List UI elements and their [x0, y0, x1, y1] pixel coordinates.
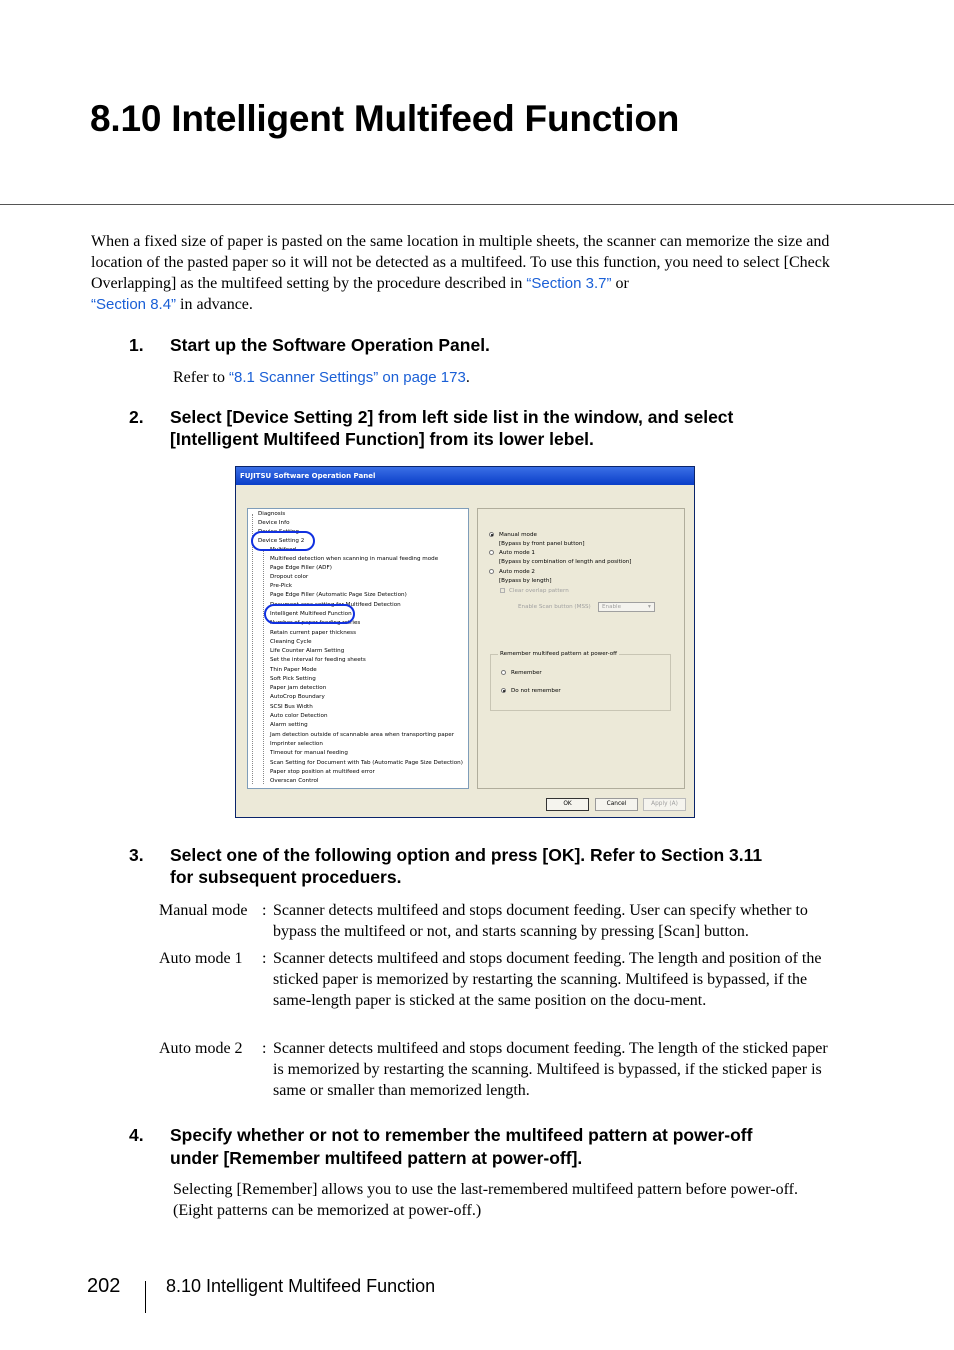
footer-divider	[145, 1281, 146, 1313]
tree-item-intelligent-multifeed[interactable]: Intelligent Multifeed Function	[270, 611, 352, 617]
step-3	[129, 844, 849, 888]
intelligent-multifeed-highlight	[264, 604, 355, 624]
manual-mode-label: Manual mode	[499, 532, 537, 538]
tree-item[interactable]: AutoCrop Boundary	[270, 694, 325, 700]
tree-item[interactable]: Dropout color	[270, 574, 309, 580]
tree-item[interactable]: Jam detection outside of scannable area when transporting paper	[270, 732, 455, 738]
remember-pattern-group	[490, 654, 671, 711]
dropdown-value: Enable	[602, 604, 622, 610]
tree-item[interactable]: Soft Pick Setting	[270, 676, 316, 682]
tree-item[interactable]: Retain current paper thickness	[270, 630, 357, 636]
step-line-1: Specify whether or not to remember the multifeed pattern at power-off	[170, 1125, 753, 1145]
cancel-button[interactable]: Cancel	[595, 798, 638, 811]
enable-scan-dropdown[interactable]	[598, 602, 655, 612]
enable-scan-label: Enable Scan button (MSS)	[518, 604, 591, 610]
remember-label: Remember	[511, 670, 542, 676]
tree-item-device-info[interactable]: Device Info	[258, 520, 290, 526]
software-operation-panel-window	[235, 466, 695, 818]
step-line-2: for subsequent proceduers.	[170, 867, 402, 887]
definition-auto-mode-1	[159, 948, 849, 1032]
auto-mode-1-radio[interactable]	[489, 550, 494, 555]
page-number: 202	[87, 1275, 121, 1297]
intro-text: When a fixed size of paper is pasted on the same location in multiple sheets, the scanner can memorize the size and location of the pasted paper so it will not be detected as a multifeed. To use this function, you need to select [Check Overlapping] as the multifeed setting by the procedure described in	[91, 233, 830, 292]
tree-item[interactable]: Multifeed	[270, 547, 297, 553]
footer-section-title: 8.10 Intelligent Multifeed Function	[166, 1276, 436, 1296]
step-number: 3.	[129, 845, 144, 865]
manual-mode-radio[interactable]	[489, 532, 494, 537]
tree-item[interactable]: Document area setting for Multifeed Detection	[270, 602, 401, 608]
tree-item-diagnosis[interactable]: Diagnosis	[258, 511, 286, 517]
step-line-1: Select [Device Setting 2] from left side list in the window, and select	[170, 407, 734, 427]
tree-item[interactable]: SCSI Bus Width	[270, 704, 313, 710]
auto-mode-2-label: Auto mode 2	[499, 569, 535, 575]
definition-term: Manual mode	[159, 902, 248, 919]
tree-item[interactable]: Thin Paper Mode	[270, 667, 317, 673]
definition-term: Auto mode 2	[159, 1040, 243, 1057]
definition-colon: :	[262, 1040, 267, 1057]
tree-item[interactable]: Multifeed detection when scanning in manual feeding mode	[270, 556, 439, 562]
window-title-bar: FUJITSU Software Operation Panel	[236, 467, 694, 485]
definition-colon: :	[262, 902, 267, 919]
apply-button[interactable]: Apply (A)	[643, 798, 686, 811]
auto-mode-2-sub: [Bypass by length]	[499, 578, 552, 584]
tree-connector	[252, 514, 253, 784]
tree-item[interactable]: Overscan Control	[270, 778, 319, 784]
refer-suffix: .	[465, 369, 470, 386]
tree-item[interactable]: Life Counter Alarm Setting	[270, 648, 345, 654]
clear-pattern-checkbox[interactable]	[500, 588, 505, 593]
definition-colon: :	[262, 950, 267, 967]
tree-item[interactable]: Pre-Pick	[270, 583, 293, 589]
chevron-down-icon: ▾	[648, 604, 651, 610]
step-4-note: Selecting [Remember] allows you to use the last-remembered multifeed pattern before power-off. (Eight patterns can be memorized at power-off.)	[173, 1181, 798, 1219]
step-line-1: Select one of the following option and press [OK]. Refer to Section 3.11	[170, 845, 763, 865]
tree-item[interactable]: Alarm setting	[270, 722, 308, 728]
definition-auto-mode-2	[159, 1038, 849, 1101]
step-number: 1.	[129, 335, 144, 355]
step-line-2: [Intelligent Multifeed Function] from its lower lebel.	[170, 429, 594, 449]
definition-description: Scanner detects multifeed and stops document feeding. The length of the sticked paper is memorized by restarting the scanning. Multifeed is bypassed, if the sticked paper is same or smaller than memorized length.	[273, 1040, 828, 1099]
do-not-remember-label: Do not remember	[511, 688, 561, 694]
tree-item[interactable]: Set the interval for feeding sheets	[270, 657, 366, 663]
manual-mode-sub: [Bypass by front panel button]	[499, 541, 585, 547]
tree-item[interactable]: Timeout for manual feeding	[270, 750, 348, 756]
remember-pattern-group-label: Remember multifeed pattern at power-off	[500, 651, 618, 657]
refer-prefix: Refer to	[173, 369, 229, 386]
section-8-4-link[interactable]: “Section 8.4”	[91, 296, 177, 313]
tree-item[interactable]: Imprinter selection	[270, 741, 323, 747]
tree-item[interactable]: Page Edge Filler (Automatic Page Size Detection)	[270, 592, 407, 598]
do-not-remember-radio[interactable]	[501, 688, 506, 693]
step-line-2: under [Remember multifeed pattern at power-off].	[170, 1148, 583, 1168]
intro-paragraph	[91, 231, 841, 315]
step-number: 2.	[129, 407, 144, 427]
tree-item-device-setting-2[interactable]: Device Setting 2	[258, 538, 305, 544]
tree-item[interactable]: Scan Setting for Document with Tab (Automatic Page Size Detection)	[270, 760, 463, 766]
title-divider	[0, 204, 954, 205]
tree-item[interactable]: Number of paper feeding retries	[270, 620, 361, 626]
step-1-reference	[173, 367, 470, 388]
tree-item[interactable]: Cleaning Cycle	[270, 639, 312, 645]
tree-connector	[263, 549, 264, 784]
definition-manual-mode	[159, 900, 849, 942]
step-text: Start up the Software Operation Panel.	[170, 335, 490, 355]
intro-end: in advance.	[176, 296, 253, 313]
page-title: 8.10 Intelligent Multifeed Function	[90, 98, 680, 139]
tree-item[interactable]: Paper jam detection	[270, 685, 327, 691]
auto-mode-1-label: Auto mode 1	[499, 550, 535, 556]
step-2	[129, 406, 849, 450]
step-1	[129, 334, 849, 356]
definition-description: Scanner detects multifeed and stops document feeding. User can specify whether to bypass the multifeed or not, and starts scanning by pressing [Scan] button.	[273, 902, 808, 940]
auto-mode-1-sub: [Bypass by combination of length and position]	[499, 559, 632, 565]
remember-radio[interactable]	[501, 670, 506, 675]
tree-item[interactable]: Paper stop position at multifeed error	[270, 769, 375, 775]
intro-or: or	[611, 275, 629, 292]
tree-item[interactable]: Auto color Detection	[270, 713, 328, 719]
clear-pattern-label: Clear overlap pattern	[509, 588, 569, 594]
definition-description: Scanner detects multifeed and stops document feeding. The length and position of the sticked paper is memorized by restarting the scanning. Multifeed is bypassed, if the same-length paper is sticked at the same position on the docu-ment.	[273, 950, 822, 1009]
definition-term: Auto mode 1	[159, 950, 243, 967]
section-3-7-link[interactable]: “Section 3.7”	[526, 275, 612, 292]
device-setting-2-highlight	[251, 531, 315, 551]
step-number: 4.	[129, 1125, 144, 1145]
tree-item-device-setting[interactable]: Device Setting	[258, 529, 299, 535]
auto-mode-2-radio[interactable]	[489, 569, 494, 574]
scanner-settings-link[interactable]: “8.1 Scanner Settings” on page 173	[228, 369, 466, 386]
step-4	[129, 1124, 849, 1170]
tree-item[interactable]: Page Edge Filler (ADF)	[270, 565, 332, 571]
ok-button[interactable]: OK	[546, 798, 589, 811]
